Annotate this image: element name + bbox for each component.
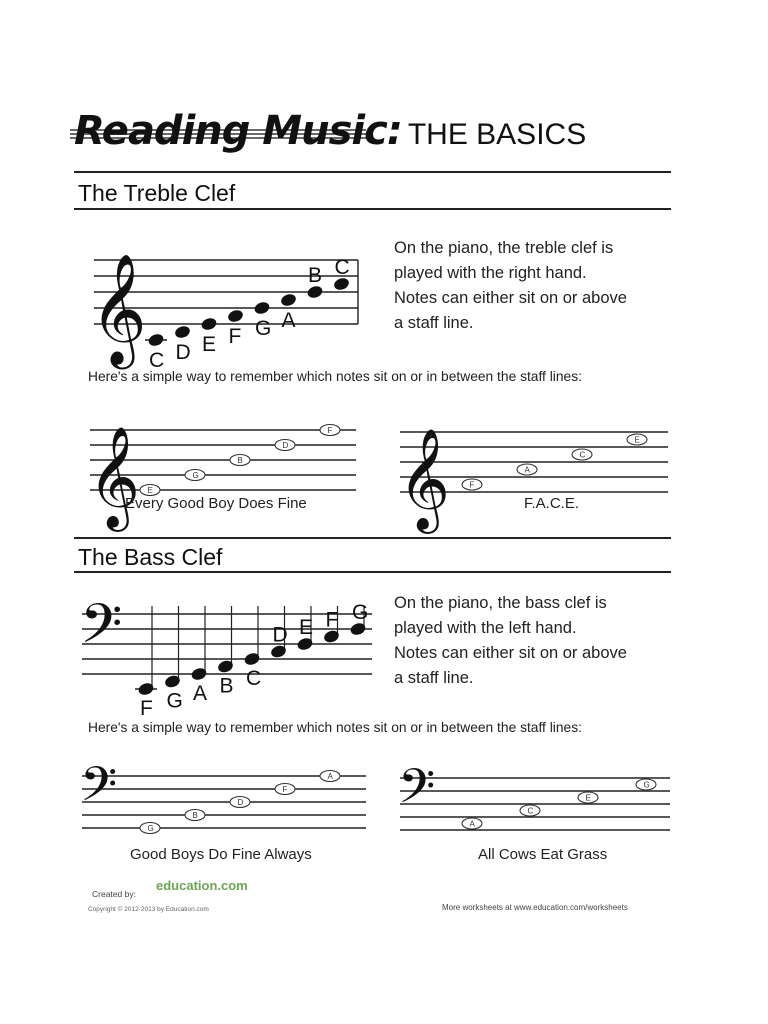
bass-clef-icon: 𝄢 — [80, 592, 123, 669]
note-oval-label: F — [327, 426, 333, 435]
note-oval-label: B — [192, 811, 198, 820]
note-oval-label: E — [585, 793, 591, 803]
bass-desc-line: On the piano, the bass clef is — [394, 594, 607, 612]
bass-spaces-staff — [398, 757, 674, 846]
note-oval-label: G — [192, 471, 199, 480]
note-label: F — [228, 325, 242, 348]
note-head — [147, 332, 165, 347]
note-label: F — [140, 697, 153, 720]
note-label: D — [272, 623, 288, 647]
bass-desc-line: a staff line. — [394, 669, 474, 687]
education-logo: education.com — [156, 878, 248, 893]
page-title — [74, 108, 586, 158]
bass-clef-staff — [80, 588, 380, 720]
note-oval-label: F — [469, 480, 475, 490]
treble-desc-line: On the piano, the treble clef is — [394, 239, 614, 257]
treble-desc-line: a staff line. — [394, 314, 474, 332]
bass-description — [394, 591, 694, 691]
note-oval-label: G — [147, 824, 154, 833]
treble-desc-line: played with the right hand. — [394, 264, 587, 282]
bass-lines-staff — [80, 755, 370, 846]
copyright-text: Copyright © 2012-2013 by Education.com — [88, 906, 209, 913]
note-label: C — [149, 349, 165, 372]
created-by-label: Created by: — [92, 889, 136, 899]
title-main: Reading Music: — [74, 108, 402, 154]
note-label: F — [325, 608, 339, 632]
note-oval-label: D — [237, 798, 244, 807]
note-oval-label: C — [527, 806, 534, 816]
treble-clef-icon: 𝄞 — [398, 426, 451, 530]
bass-clef-icon: 𝄢 — [398, 757, 436, 826]
note-label: G — [255, 317, 272, 340]
note-head — [200, 316, 218, 331]
note-head — [280, 292, 298, 307]
note-label: E — [299, 616, 314, 639]
note-oval-label: A — [469, 819, 475, 829]
note-oval-label: C — [579, 450, 586, 460]
note-label: A — [193, 682, 208, 705]
treble-hint-text: Here's a simple way to remember which notes sit on or in between the staff lines: — [88, 369, 582, 384]
bass-spaces-caption: All Cows Eat Grass — [478, 846, 608, 863]
treble-section-title: The Treble Clef — [78, 180, 236, 206]
treble-lines-staff — [88, 398, 360, 528]
note-label: E — [202, 333, 217, 356]
note-oval-label: A — [327, 772, 333, 781]
note-oval-label: G — [643, 780, 650, 790]
note-label: C — [334, 256, 350, 279]
treble-spaces-caption: F.A.C.E. — [524, 495, 580, 512]
note-oval-label: D — [282, 441, 289, 450]
treble-description — [394, 236, 694, 336]
treble-clef-icon: 𝄞 — [88, 424, 141, 528]
bass-hint-text: Here's a simple way to remember which notes sit on or in between the staff lines: — [88, 720, 582, 735]
note-label: G — [166, 689, 183, 713]
note-label: G — [352, 601, 369, 624]
more-worksheets-text: More worksheets at www.education.com/worksheets — [442, 903, 628, 912]
note-oval-label: B — [237, 456, 243, 465]
note-oval-label: E — [147, 486, 153, 495]
note-label: B — [308, 264, 323, 287]
bass-clef-icon: 𝄢 — [80, 755, 118, 824]
treble-title-rule — [74, 208, 671, 210]
note-label: C — [246, 667, 262, 690]
bass-section-title: The Bass Clef — [78, 544, 223, 570]
treble-lines-caption: Every Good Boy Does Fine — [125, 495, 307, 512]
bass-desc-line: Notes can either sit on or above — [394, 644, 627, 662]
treble-desc-line: Notes can either sit on or above — [394, 289, 627, 307]
bass-desc-line: played with the left hand. — [394, 619, 577, 637]
note-label: B — [219, 674, 234, 698]
note-label: D — [175, 341, 191, 364]
note-label: A — [281, 309, 296, 332]
bass-title-rule — [74, 571, 671, 573]
bass-top-rule — [74, 537, 671, 539]
treble-spaces-staff — [398, 398, 670, 530]
note-head — [174, 324, 192, 339]
note-head — [227, 308, 245, 323]
note-head — [253, 300, 271, 315]
note-oval-label: F — [282, 785, 288, 794]
treble-clef-icon: 𝄞 — [90, 252, 147, 365]
bass-lines-caption: Good Boys Do Fine Always — [130, 846, 312, 863]
title-sub: THE BASICS — [407, 118, 587, 151]
note-oval-label: A — [524, 465, 530, 475]
top-rule — [74, 171, 671, 173]
treble-clef-staff — [90, 222, 362, 372]
note-oval-label: E — [634, 435, 640, 445]
